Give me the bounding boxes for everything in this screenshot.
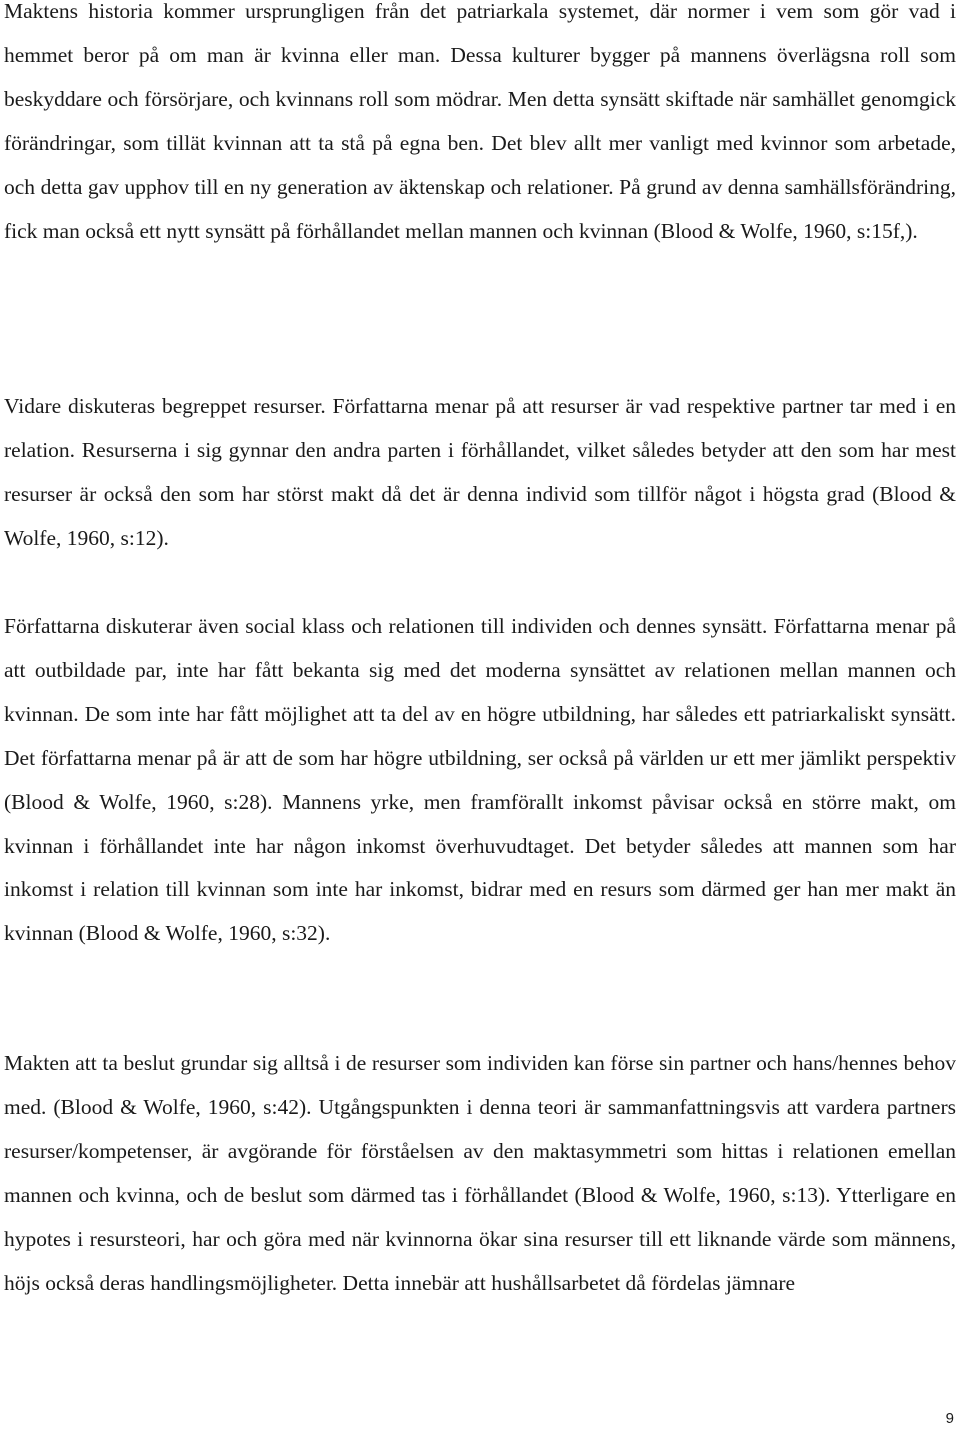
paragraph: Författarna diskuterar även social klass och relationen till individen och dennes synsätt. Författarna menar på att outbildade par, inte har fått bekanta sig med det moderna synsättet av relationen mellan mannen och kvinnan. De som inte har fått möjlighet att ta del av en högre utbildning, har således ett patriarkaliskt synsätt. Det författarna menar på är att de som har högre utbildning, ser också på världen ur ett mer jämlikt perspektiv (Blood & Wolfe, 1960, s:28). Mannens yrke, men framförallt inkomst påvisar också en större makt, om kvinnan i förhållandet inte har någon inkomst överhuvudtaget. Det betyder således att mannen som har inkomst i relation till kvinnan som inte har inkomst, bidrar med en resurs som därmed ger han mer makt än kvinnan (Blood & Wolfe, 1960, s:32). [4,614,956,946]
paragraph: Makten att ta beslut grundar sig alltså i de resurser som individen kan förse sin partner och hans/hennes behov med. (Blood & Wolfe, 1960, s:42). Utgångspunkten i denna teori är sammanfattningsvis att vardera partners resurser/kompetenser, är avgörande för förståelsen av den maktasymmetri som hittas i relationen emellan mannen och kvinna, och de beslut som därmed tas i förhållandet (Blood & Wolfe, 1960, s:13). Ytterligare en hypotes i resursteori, har och göra med när kvinnorna ökar sina resurser till ett liknande värde som männens, höjs också deras handlingsmöjligheter. Detta innebär att hushållsarbetet då fördelas jämnare [4,1051,956,1295]
page-number: 9 [945,1410,954,1427]
paragraph: Maktens historia kommer ursprungligen från det patriarkala systemet, där normer i vem som gör vad i hemmet beror på om man är kvinna eller man. Dessa kulturer bygger på mannens överlägsna roll som beskyddare och försörjare, och kvinnans roll som mödrar. Men detta synsätt skiftade när samhället genomgick förändringar, som tillät kvinnan att ta stå på egna ben. Det blev allt mer vanligt med kvinnor som arbetade, och detta gav upphov till en ny generation av äktenskap och relationer. På grund av denna samhällsförändring, fick man också ett nytt synsätt på förhållandet mellan mannen och kvinnan (Blood & Wolfe, 1960, s:15f,). [4,0,956,243]
paragraph: Vidare diskuteras begreppet resurser. Författarna menar på att resurser är vad respektive partner tar med i en relation. Resurserna i sig gynnar den andra parten i förhållandet, vilket således betyder att den som har mest resurser är också den som har störst makt då det är denna individ som tillför något i högsta grad (Blood & Wolfe, 1960, s:12). [4,394,956,550]
